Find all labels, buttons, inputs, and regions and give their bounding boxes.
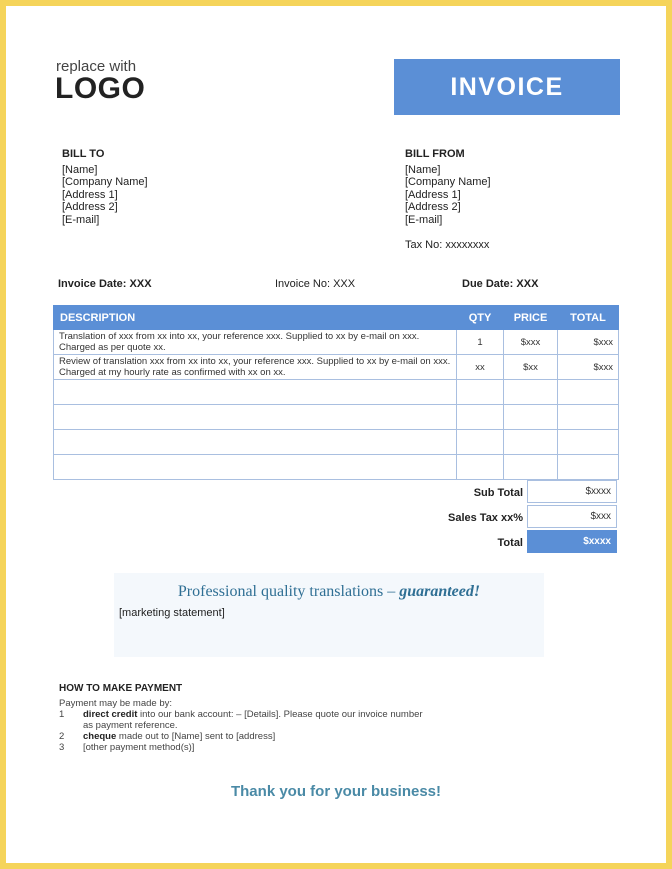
table-row xyxy=(54,330,619,355)
table-row xyxy=(54,430,619,455)
subtotal-value: $xxxx xyxy=(527,480,617,503)
list-item xyxy=(59,731,423,742)
total-row xyxy=(406,530,619,555)
invoice-date-value: XXX xyxy=(129,278,152,290)
payment-intro: Payment may be made by: xyxy=(59,698,172,709)
logo: LOGO xyxy=(55,72,146,105)
bill-from-block xyxy=(405,148,491,226)
invoice-page xyxy=(6,6,666,863)
table-header-row xyxy=(54,306,619,330)
row-qty xyxy=(457,455,504,480)
row-description: Translation of xxx from xx into xx, your reference xxx. Supplied to xx by e-mail on xxx. Charged as per quote xx. xyxy=(54,330,457,355)
bill-to-heading: BILL TO xyxy=(62,148,105,160)
row-qty: xx xyxy=(457,355,504,380)
col-qty: QTY xyxy=(457,306,504,330)
due-date-value: XXX xyxy=(516,278,539,290)
list-item xyxy=(59,742,423,753)
item-text: made out to [Name] sent to [address] xyxy=(116,731,276,742)
bill-from-name: [Name] xyxy=(405,163,441,176)
row-description xyxy=(54,430,457,455)
row-price xyxy=(504,380,558,405)
subtotal-row xyxy=(406,480,619,505)
invoice-no-label: Invoice No: xyxy=(275,278,331,290)
payment-methods-list xyxy=(59,709,423,753)
row-total xyxy=(558,380,619,405)
item-text: into our bank account: – [Details]. Please quote our invoice number xyxy=(137,709,423,720)
tax-number: Tax No: xxxxxxxx xyxy=(405,239,490,251)
table-row xyxy=(54,405,619,430)
bill-from-heading: BILL FROM xyxy=(405,148,465,160)
item-method: direct credit xyxy=(83,709,138,720)
row-total xyxy=(558,405,619,430)
row-qty xyxy=(457,430,504,455)
table-row xyxy=(54,380,619,405)
line-items-table xyxy=(53,305,619,480)
bill-from-address2: [Address 2] xyxy=(405,201,461,213)
invoice-no-value: XXX xyxy=(333,278,356,290)
promo-box xyxy=(114,573,544,657)
table-row xyxy=(54,455,619,480)
promo-title xyxy=(114,583,544,601)
item-text: [other payment method(s)] xyxy=(83,742,195,753)
bill-from-company: [Company Name] xyxy=(405,176,491,188)
item-number: 3 xyxy=(59,742,65,753)
logo-caption: replace with xyxy=(56,58,137,75)
item-continuation: as payment reference. xyxy=(83,720,178,731)
total-label: Total xyxy=(497,537,523,549)
bill-to-email: [E-mail] xyxy=(62,213,100,226)
thank-you-message: Thank you for your business! xyxy=(230,783,442,800)
bill-to-block xyxy=(62,148,148,226)
invoice-number xyxy=(275,278,355,290)
tax-label: Sales Tax xx% xyxy=(447,512,523,524)
row-price xyxy=(504,430,558,455)
total-value: $xxxx xyxy=(527,530,617,553)
row-description: Review of translation xxx from xx into xx, your reference xxx. Supplied to xx by e-mail on xxx. Charged at my hourly rate as confirmed with xx on xx. xyxy=(54,355,457,380)
bill-from-address1: [Address 1] xyxy=(405,188,461,201)
marketing-statement: [marketing statement] xyxy=(119,607,225,619)
col-total: TOTAL xyxy=(558,306,619,330)
due-date xyxy=(462,278,538,290)
tax-row xyxy=(406,505,619,530)
table-row xyxy=(54,355,619,380)
row-description xyxy=(54,405,457,430)
row-total xyxy=(558,455,619,480)
row-total xyxy=(558,430,619,455)
bill-to-address1: [Address 1] xyxy=(62,188,118,201)
bill-to-name: [Name] xyxy=(62,163,98,176)
promo-title-emphasis: guaranteed! xyxy=(399,583,481,600)
row-total: $xxx xyxy=(558,355,619,380)
tax-value: $xxx xyxy=(527,505,617,528)
subtotal-label: Sub Total xyxy=(473,487,523,499)
row-qty xyxy=(457,405,504,430)
bill-to-company: [Company Name] xyxy=(62,176,148,188)
row-description xyxy=(54,380,457,405)
bill-from-email: [E-mail] xyxy=(405,213,443,226)
item-number: 2 xyxy=(59,731,65,742)
row-total: $xxx xyxy=(558,330,619,355)
invoice-date xyxy=(58,278,152,290)
row-price xyxy=(504,405,558,430)
due-date-label: Due Date: xyxy=(462,278,514,290)
row-description xyxy=(54,455,457,480)
col-description: DESCRIPTION xyxy=(54,306,457,330)
item-number: 1 xyxy=(59,709,65,720)
list-item xyxy=(59,709,423,731)
payment-heading: HOW TO MAKE PAYMENT xyxy=(59,683,183,694)
col-price: PRICE xyxy=(504,306,558,330)
invoice-title: INVOICE xyxy=(394,59,620,115)
row-price: $xxx xyxy=(504,330,558,355)
bill-to-address2: [Address 2] xyxy=(62,201,118,213)
row-qty: 1 xyxy=(457,330,504,355)
row-price xyxy=(504,455,558,480)
invoice-date-label: Invoice Date: xyxy=(58,278,127,290)
row-price: $xx xyxy=(504,355,558,380)
item-method: cheque xyxy=(83,731,117,742)
promo-title-text: Professional quality translations – xyxy=(177,583,400,600)
row-qty xyxy=(457,380,504,405)
